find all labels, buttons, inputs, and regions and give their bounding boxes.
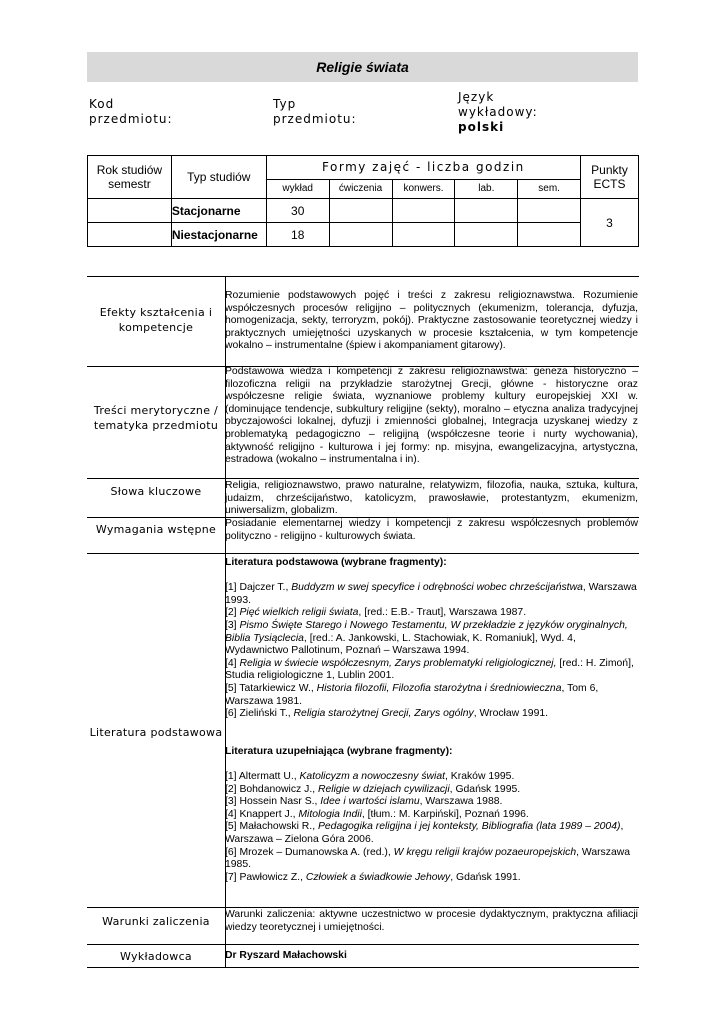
- supplementary-literature-list: [225, 771, 640, 884]
- lecturer-name: Dr Ryszard Małachowski: [225, 950, 347, 961]
- row-year-cell-2: [88, 223, 172, 247]
- col-type-header: Typ studiów: [171, 156, 266, 199]
- requirements-text: Posiadanie elementarnej wiedzy i kompetencji z zakresu współczesnych problemów polityczno - religijno - kulturowych świata.: [225, 518, 638, 542]
- row-type-stationary: Stacjonarne: [171, 199, 266, 223]
- conditions-text: Warunki zaliczenia: aktywne uczestnictwo w procesie dydaktycznym, praktyczna afiliacji wiedzy teoretycznej i umiejętności.: [225, 909, 638, 933]
- divider: [87, 944, 639, 945]
- col-year-header: Rok studiów semestr: [88, 156, 172, 199]
- sub-header-conversation: konwers.: [392, 179, 455, 198]
- literature-item: [7] Pawłowicz Z., Człowiek a świadkowie Jehowy, Gdańsk 1991.: [225, 871, 521, 883]
- row-type-nonstationary: Niestacjonarne: [171, 223, 266, 247]
- basic-literature-list: [225, 582, 640, 721]
- row-lecture-nonstationary: 18: [266, 223, 329, 247]
- divider: [87, 553, 639, 554]
- col-forms-header: Formy zajęć - liczba godzin: [266, 156, 580, 180]
- sub-header-lab: lab.: [455, 179, 518, 198]
- sub-header-exercises: ćwiczenia: [329, 179, 392, 198]
- keywords-label: Słowa kluczowe: [110, 485, 202, 498]
- literature-item: [3] Hossein Nasr S., Idee i wartości islamu, Warszawa 1988.: [225, 796, 503, 808]
- ects-value: 3: [581, 199, 639, 247]
- literature-item: [6] Mrozek – Dumanowska A. (red.), W kręgu religii krajów pozaeuropejskich, Warszawa 1985.: [225, 846, 631, 871]
- language-value: polski: [458, 120, 505, 134]
- hours-table: [87, 155, 639, 247]
- requirements-label: Wymagania wstępne: [95, 523, 217, 536]
- course-type-label: Typ przedmiotu:: [273, 97, 357, 126]
- literature-item: [3] Pismo Święte Starego i Nowego Testamentu, W przekładzie z języków oryginalnych, Biblia Tysiąclecia, [red.: A. Jankowski, L. Stachowiak, K. Romaniuk], Wyd. 4, Wydawnictwo Pallotinum, Poznań – Warszawa 1994.: [225, 619, 628, 657]
- course-code-label: Kod przedmiotu:: [89, 97, 173, 126]
- lecturer-label: Wykładowca: [120, 950, 192, 963]
- content-text: Podstawowa wiedza i kompetencji z zakresu religioznawstwa: geneza historyczno – filozoficzna religii na przykładzie starożytnej Grecji, główne - historyczne oraz współczesne religie świata, wyznaniowe problemy kultury europejskiej XXI w. (dominujące tendencje, subkultury religijne (sekty), moralno – etyczna analiza tradycyjnej obyczajowości lokalnej, dyfuzji i zmienności globalnej, Integracja uzyskanej wiedzy z problematyką pedagogiczno – religijną (współczesne teorie i nurty wychowania), aktywność religijno - kulturowa i jej formy: np. misyjna, ewangelizacyjna, artystyczna, estradowa (wokalno – instrumentalna i in).: [225, 366, 638, 466]
- literature-item: [1] Dajczer T., Buddyzm w swej specyfice i odrębności wobec chrześcijaństwa, Warszawa 1993.: [225, 582, 637, 606]
- col-points-header: Punkty ECTS: [581, 156, 639, 199]
- basic-literature-heading: Literatura podstawowa (wybrane fragmenty):: [225, 557, 447, 568]
- conditions-label: Warunki zaliczenia: [102, 915, 210, 928]
- page-title: Religie świata: [87, 52, 638, 82]
- literature-item: [5] Małachowski R., Pedagogika religijna i jej konteksty, Bibliografia (lata 1989 – 2004), Warszawa – Zielona Góra 2006.: [225, 821, 624, 846]
- keywords-text: Religia, religioznawstwo, prawo naturalne, relatywizm, filozofia, nauka, sztuka, kultura, judaizm, chrześcijaństwo, katolicyzm, prawosławie, protestantyzm, ekumenizm, uniwersalizm, globalizm.: [225, 480, 638, 517]
- literature-item: [4] Knappert J., Mitologia Indii, [tłum.: M. Karpiński], Poznań 1996.: [225, 808, 529, 820]
- literature-item: [6] Zieliński T., Religia starożytnej Grecji, Zarys ogólny, Wrocław 1991.: [225, 708, 549, 720]
- divider: [87, 276, 639, 277]
- content-label: Treści merytoryczne / tematyka przedmiotu: [93, 404, 219, 432]
- language-label: Język wykładowy:: [458, 90, 538, 119]
- effects-text: Rozumienie podstawowych pojęć i treści z zakresu religioznawstwa. Rozumienie współczesnych procesów religijno – politycznych (ekumenizm, tolerancja, dyfuzja, homogenizacja, sekty, terroryzm, pokój). Praktyczne zastosowanie teoretycznej wiedzy i praktycznych umiejętności uzyskanych w procesie kształcenia, w tym kompetencje wokalno – instrumentalne (śpiew i akompaniament gitarowy).: [225, 290, 638, 352]
- row-lecture-stationary: 30: [266, 199, 329, 223]
- divider: [87, 478, 639, 479]
- literature-item: [2] Bohdanowicz J., Religie w dziejach cywilizacji, Gdańsk 1995.: [225, 783, 521, 795]
- divider: [87, 907, 639, 908]
- sub-header-lecture: wykład: [266, 179, 329, 198]
- language-block: [458, 90, 578, 135]
- sub-header-seminar: sem.: [518, 179, 581, 198]
- literature-item: [5] Tatarkiewicz W., Historia filozofii, Filozofia starożytna i średniowieczna, Tom 6, Warszawa 1981.: [225, 682, 599, 707]
- literature-item: [2] Pięć wielkich religii świata, [red.: E.B.- Traut], Warszawa 1987.: [225, 607, 527, 619]
- literature-block: [225, 557, 640, 884]
- literature-item: [1] Altermatt U., Katolicyzm a nowoczesny świat, Kraków 1995.: [225, 771, 515, 783]
- effects-label: Efekty kształcenia i kompetencje: [99, 306, 213, 334]
- row-year-cell: [88, 199, 172, 223]
- literature-label: Literatura podstawowa: [89, 726, 223, 739]
- literature-item: [4] Religia w świecie współczesnym, Zarys problematyki religiologicznej, [red.: H. Zimoń], Studia religiologiczne 1, Lublin 2001.: [225, 657, 634, 682]
- supplementary-literature-heading: Literatura uzupełniająca (wybrane fragmenty):: [225, 745, 453, 757]
- divider: [87, 967, 639, 968]
